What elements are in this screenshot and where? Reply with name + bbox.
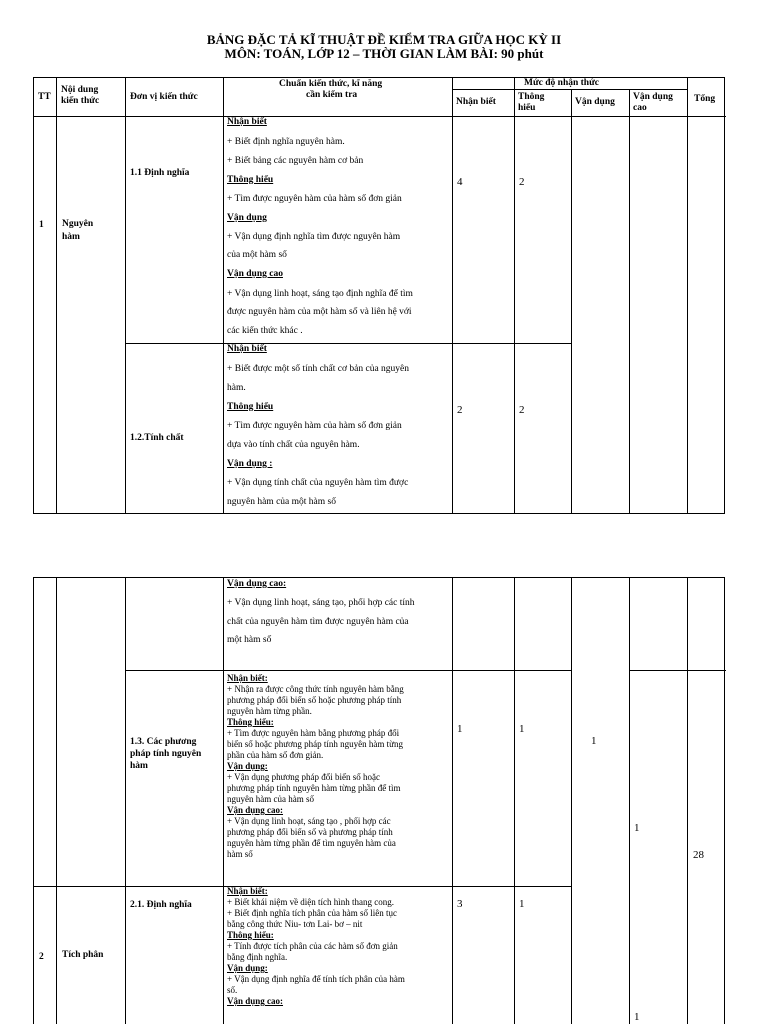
- count-1-3-recognition: 1: [457, 723, 463, 735]
- header-cognitive-level: Mức độ nhận thức: [524, 78, 600, 88]
- count-1-2-comprehension: 2: [519, 404, 525, 416]
- count-2-1-comprehension: 1: [519, 898, 525, 910]
- header-standard: Chuẩn kiến thức, kĩ năng: [279, 79, 383, 89]
- header-application: Vận dụng: [575, 97, 615, 107]
- row-2-number: 2: [39, 952, 44, 962]
- header-total: Tổng: [694, 94, 716, 104]
- header-comprehension: Thông: [518, 92, 545, 102]
- count-2-1-recognition: 3: [457, 898, 463, 910]
- row-1-content: Nguyên: [62, 219, 94, 229]
- count-1-1-recognition: 4: [457, 176, 463, 188]
- header-content: Nội dung: [61, 85, 99, 95]
- unit-1-2: 1.2.Tính chất: [130, 433, 184, 443]
- count-high-application: 1: [634, 822, 640, 834]
- header-recognition: Nhận biết: [456, 97, 496, 107]
- count-1-3-application: 1: [591, 735, 597, 747]
- spec-table-page-2: Vận dụng cao: + Vận dụng linh hoạt, sáng tạo, phối hợp các tính chất của nguyên hàm tìm được nguyên hàm của một hàm số 1.3. Các phương pháp tính nguyên hàm Nhận biết: + Nhận ra được công thức tính nguyên hàm bằng phương pháp đổi biến số hoặc phương pháp tính nguyên hàm từng phần. Thông hiểu: + Tìm được nguyên hàm bằng phương pháp đổi biến số hoặc phương pháp tính nguyên hàm từng phần của hàm số đơn giản. Vận dụng: + Vận dụng phương pháp đổi biến số hoặc phương pháp tính nguyên hàm từng phần để tìm nguyên hàm của hàm số Vận dụng cao: + Vận dụng linh hoạt, sáng tạo , phối hợp các phương pháp đổi biến số và phương pháp tính nguyên hàm từng phần để tìm nguyên hàm của hàm số 1 1 1 1 28 2 Tích phân 2.1. Định nghĩa Nhận biết: + Biết khái niệm về diện tích hình thang cong. + Biết định nghĩa tích phân của hàm số liên tục bằng công thức Niu- tơn Lai- bơ – nit Thông hiểu: + Tính được tích phân của các hàm số đơn giản bằng định nghĩa. Vận dụng: + Vận dụng định nghĩa để tính tích phân của hàm số. Vận dụng cao: 3 1 1: [33, 577, 725, 1024]
- title-line-1: BẢNG ĐẶC TẢ KĨ THUẬT ĐỀ KIỂM TRA GIỮA HỌC KỲ II: [206, 32, 562, 47]
- row-1-number: 1: [39, 220, 44, 230]
- count-1-2-recognition: 2: [457, 404, 463, 416]
- count-1-3-comprehension: 1: [519, 723, 525, 735]
- row-2-content: Tích phân: [62, 950, 104, 960]
- title-line-2: MÔN: TOÁN, LỚP 12 – THỜI GIAN LÀM BÀI: 90 phút: [224, 46, 544, 61]
- spec-table-page-1: TT Nội dung kiến thức Đơn vị kiến thức Chuẩn kiến thức, kĩ năng cần kiểm tra Mức độ nhận thức Nhận biết Thông hiểu Vận dụng Vận dụng cao Tổng 1 Nguyên hàm 1.1 Định nghĩa Nhận biết + Biết định nghĩa nguyên hàm. + Biết bảng các nguyên hàm cơ bản Thông hiểu + Tìm được nguyên hàm của hàm số đơn giản Vận dụng + Vận dụng định nghĩa tìm được nguyên hàm của một hàm số Vận dụng cao + Vận dụng linh hoạt, sáng tạo định nghĩa để tìm được nguyên hàm của một hàm số và liên hệ với các kiến thức khác . 4 2 1.2.Tính chất Nhận biết + Biết được một số tính chất cơ bản của nguyên hàm. Thông hiểu + Tìm được nguyên hàm của hàm số đơn giản dựa vào tính chất của nguyên hàm. Vận dụng : + Vận dụng tính chất của nguyên hàm tìm được nguyên hàm của một hàm số 2 2: [33, 77, 725, 514]
- header-tt: TT: [38, 92, 51, 102]
- count-total: 28: [693, 849, 704, 861]
- unit-2-1: 2.1. Định nghĩa: [130, 900, 192, 910]
- header-high-application: Vận dụng: [633, 92, 673, 102]
- unit-1-1: 1.1 Định nghĩa: [130, 168, 190, 178]
- header-unit: Đơn vị kiến thức: [130, 92, 198, 102]
- unit-1-3: 1.3. Các phương: [130, 737, 197, 747]
- count-1-1-comprehension: 2: [519, 176, 525, 188]
- count-high-application-2: 1: [634, 1011, 640, 1023]
